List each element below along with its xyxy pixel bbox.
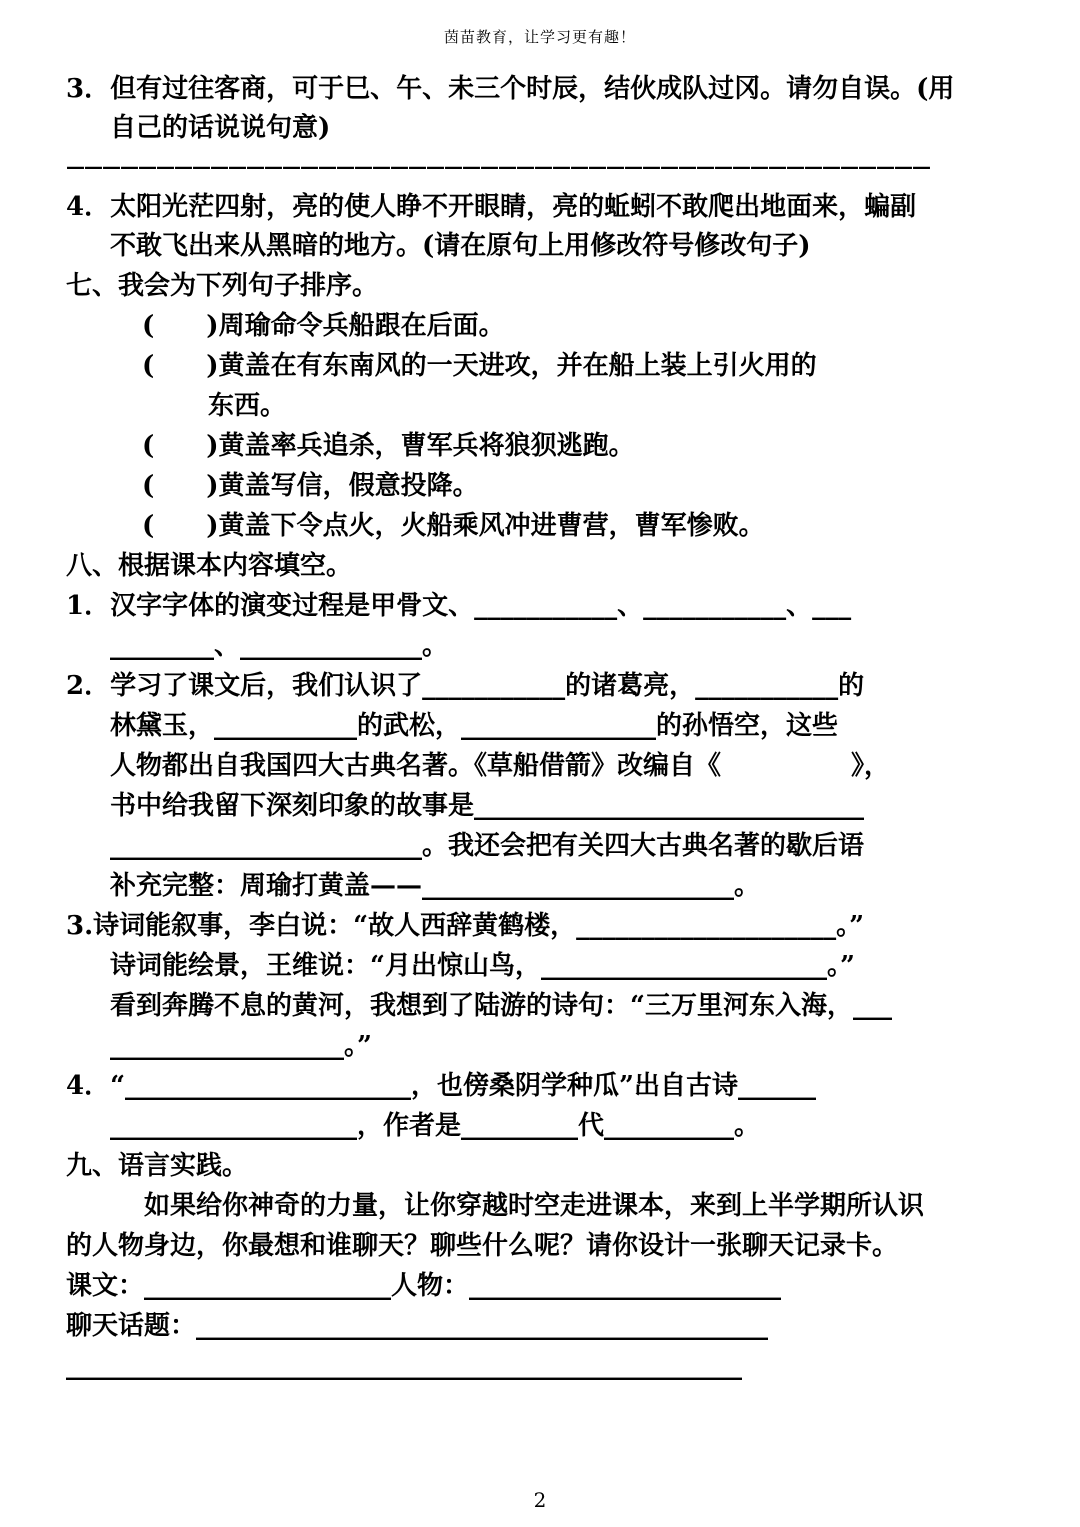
fill-2-line-4: 书中给我留下深刻印象的故事是______________________________ [110, 791, 865, 821]
fill-3-line-2: 诗词能绘景，王维说：“月出惊山鸟，______________________。” [110, 951, 855, 981]
fill-2-line-3: 人物都出自我国四大古典名著。《草船借箭》改编自《 》， [110, 751, 891, 781]
answer-blank-line: ———————————————————————————————————————————————— [66, 156, 930, 178]
practice-prompt-line-2: 的人物身边，你最想和谁聊天？聊些什么呢？请你设计一张聊天记录卡。 [66, 1231, 899, 1261]
fill-2-line-2: 林黛玉，___________的武松，_______________的孙悟空，这些 [110, 711, 839, 741]
chat-card-text-person: 课文：___________________人物：________________________ [66, 1271, 782, 1301]
fill-2-line-5: ________________________。我还会把有关四大古典名著的歇后语 [110, 831, 865, 861]
order-item-2: ( )黄盖在有东南风的一天进攻，并在船上装上引火用的 [142, 351, 817, 381]
chat-card-blank-line: ____________________________________________________ [66, 1351, 742, 1381]
order-item-1: ( )周瑜命令兵船跟在后面。 [142, 311, 505, 341]
fill-4-line-2: ___________________，作者是_________代__________。 [110, 1111, 761, 1141]
fill-3-line-1: 3.诗词能叙事，李白说：“故人西辞黄鹤楼，____________________。” [66, 911, 865, 941]
page-number: 2 [533, 1488, 547, 1512]
question-3-line-1: 3．但有过往客商，可于巳、午、未三个时辰，结伙成队过冈。请勿自误。(用 [66, 74, 955, 104]
fill-2-line-1: 2．学习了课文后，我们认识了___________的诸葛亮，___________的 [66, 671, 865, 701]
fill-3-line-3: 看到奔腾不息的黄河，我想到了陆游的诗句：“三万里河东入海，___ [110, 991, 892, 1021]
order-item-4: ( )黄盖写信，假意投降。 [142, 471, 479, 501]
section-9-heading: 九、语言实践。 [66, 1151, 249, 1181]
chat-card-topic: 聊天话题：____________________________________________ [66, 1311, 769, 1341]
order-item-2-cont: 东西。 [208, 391, 287, 421]
order-item-5: ( )黄盖下令点火，火船乘风冲进曹营，曹军惨败。 [142, 511, 765, 541]
fill-2-line-6: 补充完整：周瑜打黄盖——________________________。 [110, 871, 761, 901]
practice-prompt-line-1: 如果给你神奇的力量，让你穿越时空走进课本，来到上半学期所认识 [92, 1191, 925, 1221]
question-3-line-2: 自己的话说说句意) [110, 113, 331, 143]
fill-1-line-1: 1．汉字字体的演变过程是甲骨文、___________、___________、___ [66, 591, 852, 621]
section-8-heading: 八、根据课本内容填空。 [66, 551, 353, 581]
fill-3-line-4: __________________。” [110, 1031, 372, 1061]
fill-1-line-2: ________、______________。 [110, 631, 449, 661]
question-4-line-2: 不敢飞出来从黑暗的地方。(请在原句上用修改符号修改句子) [110, 231, 811, 261]
fill-4-line-1: 4．“______________________，也傍桑阴学种瓜”出自古诗______ [66, 1071, 817, 1101]
order-item-3: ( )黄盖率兵追杀，曹军兵将狼狈逃跑。 [142, 431, 635, 461]
page-header: 茵苗教育，让学习更有趣！ [443, 28, 636, 46]
section-7-heading: 七、我会为下列句子排序。 [66, 271, 379, 301]
question-4-line-1: 4．太阳光茫四射，亮的使人睁不开眼睛，亮的蚯蚓不敢爬出地面来，蝙副 [66, 192, 917, 222]
